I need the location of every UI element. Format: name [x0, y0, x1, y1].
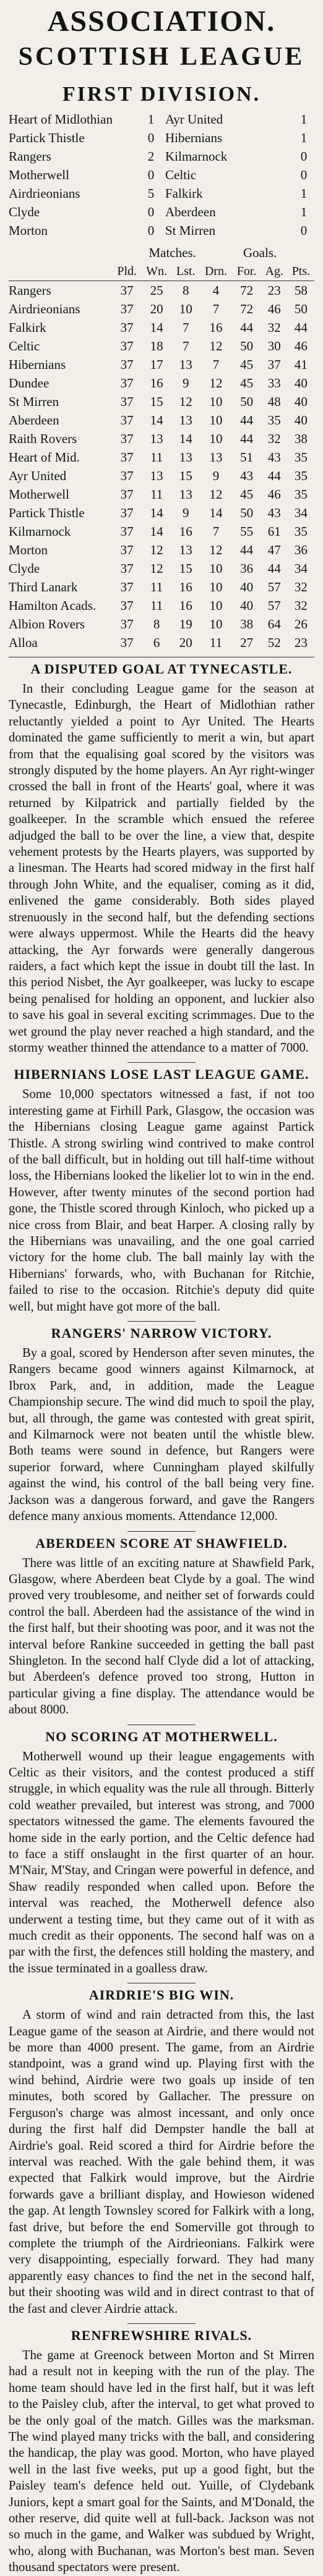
goals-group-header: Goals.	[243, 245, 277, 260]
team-name: Kilmarnock	[9, 524, 71, 539]
table-cell: 72	[240, 302, 254, 316]
table-cell: 7	[212, 524, 220, 539]
table-cell: 27	[240, 635, 254, 650]
table-cell: 14	[150, 413, 163, 428]
divider	[127, 1062, 196, 1063]
league-table	[9, 243, 314, 652]
table-cell: 57	[267, 580, 281, 594]
column-header: Drn.	[200, 262, 233, 281]
table-cell: 37	[120, 320, 134, 335]
table-cell: 37	[120, 450, 134, 465]
table-row	[9, 522, 314, 541]
away-team: Kilmarnock	[165, 149, 228, 164]
result-row	[9, 129, 314, 147]
table-cell: 43	[267, 505, 281, 520]
table-cell: 11	[150, 487, 163, 502]
table-row	[9, 429, 314, 448]
table-cell: 26	[294, 617, 308, 631]
team-name: Third Lanark	[9, 580, 78, 594]
table-cell: 11	[150, 450, 163, 465]
away-score: 0	[300, 223, 308, 238]
table-row	[9, 504, 314, 522]
table-cell: 9	[183, 505, 189, 520]
report-headline: NO SCORING AT MOTHERWELL.	[45, 1728, 278, 1744]
table-cell: 43	[267, 450, 281, 465]
table-cell: 45	[240, 487, 254, 502]
table-cell: 16	[150, 376, 163, 391]
table-cell: 16	[179, 598, 192, 613]
table-cell: 46	[294, 339, 308, 353]
table-cell: 37	[120, 617, 134, 631]
table-row	[9, 541, 314, 559]
table-cell: 36	[240, 561, 254, 576]
table-cell: 40	[240, 598, 254, 613]
table-cell: 16	[209, 320, 223, 335]
divider	[127, 1531, 196, 1532]
result-row	[9, 110, 314, 129]
column-header: Pts.	[288, 262, 314, 281]
report-headline: ABERDEEN SCORE AT SHAWFIELD.	[35, 1535, 288, 1551]
table-cell: 13	[179, 487, 192, 502]
table-cell: 19	[179, 617, 192, 631]
table-cell: 50	[240, 505, 254, 520]
table-cell: 7	[212, 302, 220, 316]
table-cell: 10	[209, 561, 223, 576]
table-cell: 8	[153, 617, 160, 631]
home-score: 2	[147, 149, 155, 164]
table-cell: 37	[120, 524, 134, 539]
table-cell: 40	[240, 580, 254, 594]
report-paragraph: In their concluding League game for the season at Tynecastle, Edinburgh, the Heart of Midlothian rather reluctantly yielded a point to Ayr United. The Hearts dominated the game sufficiently to merit a win, but apart from that the equalising goal scored by the visitors was strongly disputed by the home players. An Ayr right-winger crossed the ball in front of the Hearts' goal, where it was returned by Kilpatrick and partially fielded by the goalkeeper. In the scramble which ensued the referee adjudged the ball to be over the line, a view that, despite vehement protests by the Hearts players, was supported by a linesman. The Hearts had scored midway in the first half through John White, and the equaliser, coming as it did, enlivened the game considerably. Both sides played strenuously in the second half, but the defending sections were always uppermost. While the Hearts did the heavy attacking, the Ayr forwards were generally dangerous raiders, a fact which kept the issue in doubt till the last. In this period Nisbet, the Ayr goalkeeper, was lucky to escape being penalised for holding an opponent, and luckier also to save his goal in several exciting scrimmages. Due to the wet ground the play never reached a high standard, and the stormy weather thinned the attendance to a matter of 7000.	[9, 682, 314, 1055]
away-team: Falkirk	[165, 186, 203, 201]
table-cell: 51	[240, 450, 254, 465]
table-cell: 37	[120, 302, 134, 316]
table-cell: 32	[267, 320, 281, 335]
team-name: Partick Thistle	[9, 505, 85, 520]
team-name: Morton	[9, 543, 48, 557]
table-cell: 13	[209, 450, 223, 465]
home-score: 0	[147, 167, 155, 182]
team-name: Falkirk	[9, 320, 46, 335]
table-cell: 8	[183, 283, 189, 298]
away-team: Celtic	[165, 167, 197, 182]
table-cell: 12	[150, 561, 163, 576]
table-cell: 45	[240, 357, 254, 372]
table-cell: 44	[240, 320, 254, 335]
table-cell: 40	[294, 413, 308, 428]
table-cell: 13	[150, 431, 163, 446]
table-cell: 43	[240, 468, 254, 483]
team-name: Clyde	[9, 561, 40, 576]
table-cell: 44	[294, 320, 308, 335]
table-cell: 37	[120, 357, 134, 372]
table-cell: 44	[240, 543, 254, 557]
table-cell: 11	[209, 635, 223, 650]
home-team: Morton	[9, 223, 48, 238]
home-score: 0	[147, 130, 155, 145]
match-report	[9, 2323, 314, 2576]
team-name: Albion Rovers	[9, 617, 85, 631]
away-team: St Mirren	[165, 223, 216, 238]
home-score: 1	[147, 112, 155, 127]
team-name: Hamilton Acads.	[9, 598, 97, 613]
table-cell: 13	[179, 357, 192, 372]
table-cell: 10	[209, 598, 223, 613]
table-cell: 14	[179, 431, 192, 446]
table-row	[9, 578, 314, 596]
column-header: For.	[232, 262, 261, 281]
result-row	[9, 203, 314, 221]
home-team: Motherwell	[9, 167, 69, 182]
away-score: 1	[300, 205, 308, 219]
table-row	[9, 559, 314, 578]
table-cell: 37	[120, 580, 134, 594]
result-row	[9, 184, 314, 203]
table-cell: 9	[212, 468, 220, 483]
table-cell: 37	[120, 394, 134, 409]
home-score: 0	[147, 223, 155, 238]
table-cell: 37	[120, 283, 134, 298]
report-headline: RENFREWSHIRE RIVALS.	[71, 2327, 252, 2343]
report-paragraph: Motherwell wound up their league engagements with Celtic as their visitors, and the contest produced a stiff struggle, in which equality was the rule all through. Bitterly cold weather prevailed, but interest was strong, and 7000 spectators witnessed the game. The elements favoured the home side in the early portion, and the Celtic defence had to face a stiff onslaught in the first quarter of an hour. M'Nair, M'Stay, and Cringan were powerful in defence, and Shaw readily responded when called upon. Before the interval was reached, the Motherwell defence also underwent a testing time, but they came out of it with as much credit as their opponents. The second half was on a par with the first, the defences still holding the mastery, and the issue terminated in a goalless draw.	[9, 1749, 314, 1975]
home-team: Rangers	[9, 149, 51, 164]
table-cell: 44	[267, 561, 281, 576]
away-team: Aberdeen	[165, 205, 216, 219]
table-row	[9, 485, 314, 504]
league-table-group-header	[9, 243, 314, 262]
home-score: 0	[147, 205, 155, 219]
report-paragraph: There was little of an exciting nature at Shawfield Park, Glasgow, where Aberdeen beat Clyde by a goal. The wind proved very troublesome, and neither set of forwards could control the ball. Aberdeen had the assistance of the wind in the first half, but their shooting was poor, and it was not the interval before Rankine succeeded in getting the ball past Shingleton. In the second half Clyde did a lot of attacking, but Aberdeen's defence proved too strong, Hutton in particular giving a fine display. The attendance would be about 8000.	[9, 1556, 314, 1717]
team-name: Raith Rovers	[9, 431, 77, 446]
table-cell: 13	[179, 450, 192, 465]
table-cell: 14	[150, 505, 163, 520]
match-report	[9, 1531, 314, 1718]
table-cell: 50	[294, 302, 308, 316]
table-cell: 11	[150, 580, 163, 594]
table-cell: 35	[294, 450, 308, 465]
away-score: 1	[300, 112, 308, 127]
table-cell: 34	[294, 505, 308, 520]
home-team: Clyde	[9, 205, 40, 219]
league-table-body	[9, 281, 314, 652]
column-header: Wn.	[141, 262, 172, 281]
team-name: St Mirren	[9, 394, 59, 409]
away-score: 1	[300, 186, 308, 201]
table-cell: 13	[179, 543, 192, 557]
table-cell: 7	[183, 339, 189, 353]
report-paragraph: A storm of wind and rain detracted from this, the last League game of the season at Airdrie, and there would not be more than 4000 present. The game, from an Airdrie standpoint, was a grand wind up. Playing first with the wind behind, Airdrie were two goals up inside of ten minutes, both scored by Gallacher. The pressure on Ferguson's charge was almost incessant, and only once during the first half did Dempster handle the ball at Airdrie's goal. Reid scored a third for Airdrie before the interval was reached. With the gale behind them, it was expected that Falkirk would improve, but the Airdrie forwards gave a brilliant display, and Howieson widened the gap. At length Townsley scored for Falkirk with a long, fast drive, but before the end Somerville got through to complete the triumph of the Airdrieonians. Falkirk were very disappointing, especially forward. They had many apparently easy chances to find the net in the second half, but their shooting was wild and in direct contrast to that of the fast and clever Airdrie attack.	[9, 2008, 314, 2316]
table-cell: 10	[179, 302, 192, 316]
table-cell: 35	[267, 413, 281, 428]
divider	[127, 2323, 196, 2324]
away-team: Ayr United	[165, 112, 223, 127]
report-headline: HIBERNIANS LOSE LAST LEAGUE GAME.	[14, 1066, 309, 1083]
away-score: 0	[300, 167, 308, 182]
table-cell: 34	[294, 561, 308, 576]
table-cell: 30	[267, 339, 281, 353]
table-cell: 12	[209, 487, 223, 502]
results-list	[9, 110, 314, 240]
team-name: Dundee	[9, 376, 50, 391]
table-row	[9, 355, 314, 374]
table-row	[9, 374, 314, 392]
table-cell: 10	[209, 413, 223, 428]
report-headline: A DISPUTED GOAL AT TYNECASTLE.	[30, 661, 293, 677]
table-cell: 37	[120, 543, 134, 557]
team-name: Motherwell	[9, 487, 69, 502]
table-cell: 12	[209, 376, 223, 391]
column-header: Pld.	[113, 262, 141, 281]
table-cell: 32	[294, 598, 308, 613]
table-cell: 9	[183, 376, 189, 391]
table-cell: 47	[267, 543, 281, 557]
table-cell: 6	[153, 635, 160, 650]
division-heading: FIRST DIVISION.	[62, 83, 261, 106]
table-row	[9, 337, 314, 355]
table-cell: 52	[267, 635, 281, 650]
match-report	[9, 1725, 314, 1977]
table-cell: 23	[267, 283, 281, 298]
table-cell: 16	[179, 580, 192, 594]
table-cell: 20	[150, 302, 163, 316]
table-cell: 57	[267, 598, 281, 613]
match-report	[9, 1062, 314, 1315]
result-row	[9, 147, 314, 166]
report-paragraph: By a goal, scored by Henderson after seven minutes, the Rangers became good winners against Kilmarnock, at Ibrox Park, and, in addition, made the League Championship secure. The wind did much to spoil the play, but, all through, the game was contested with great spirit, and Kilmarnock were not beaten until the whistle blew. Both teams were sound in defence, but Rangers were superior forward, where Cunningham played skilfully against the wind, his control of the ball being very fine. Jackson was a dangerous forward, and gave the Rangers defence many anxious moments. Attendance 12,000.	[9, 1346, 314, 1524]
result-row	[9, 221, 314, 240]
table-cell: 18	[150, 339, 163, 353]
table-cell: 15	[179, 561, 192, 576]
table-cell: 32	[267, 431, 281, 446]
table-cell: 20	[179, 635, 192, 650]
home-team: Airdrieonians	[9, 186, 80, 201]
table-cell: 13	[150, 468, 163, 483]
table-cell: 17	[150, 357, 163, 372]
table-cell: 23	[294, 635, 308, 650]
away-score: 0	[300, 149, 308, 164]
table-cell: 46	[267, 487, 281, 502]
table-cell: 12	[209, 543, 223, 557]
home-team: Heart of Midlothian	[9, 112, 113, 127]
table-row	[9, 467, 314, 485]
team-name: Aberdeen	[9, 413, 59, 428]
table-cell: 37	[120, 635, 134, 650]
matches-group-header: Matches.	[149, 245, 196, 260]
table-cell: 10	[209, 617, 223, 631]
home-team: Partick Thistle	[9, 130, 85, 145]
table-cell: 35	[294, 487, 308, 502]
table-cell: 36	[294, 543, 308, 557]
result-row	[9, 166, 314, 184]
report-headline: RANGERS' NARROW VICTORY.	[51, 1325, 272, 1341]
table-cell: 37	[120, 376, 134, 391]
section-title: ASSOCIATION.	[47, 5, 276, 38]
table-cell: 38	[294, 431, 308, 446]
table-cell: 14	[150, 524, 163, 539]
table-cell: 61	[267, 524, 281, 539]
table-cell: 37	[120, 598, 134, 613]
table-cell: 58	[294, 283, 308, 298]
team-name: Rangers	[9, 283, 51, 298]
table-cell: 37	[120, 431, 134, 446]
team-name: Hibernians	[9, 357, 66, 372]
table-cell: 14	[209, 505, 223, 520]
table-row	[9, 300, 314, 318]
table-row	[9, 392, 314, 411]
table-row	[9, 281, 314, 300]
table-cell: 44	[240, 431, 254, 446]
league-table-column-header	[9, 262, 314, 281]
team-name: Heart of Mid.	[9, 450, 80, 465]
table-cell: 35	[294, 524, 308, 539]
table-cell: 10	[209, 394, 223, 409]
table-cell: 10	[209, 580, 223, 594]
table-cell: 15	[179, 468, 192, 483]
table-cell: 55	[240, 524, 254, 539]
table-cell: 37	[120, 339, 134, 353]
report-headline: AIRDRIE'S BIG WIN.	[88, 1987, 235, 2003]
table-cell: 13	[179, 413, 192, 428]
table-cell: 50	[240, 394, 254, 409]
column-header: Ag.	[261, 262, 288, 281]
team-name: Celtic	[9, 339, 40, 353]
table-cell: 7	[212, 357, 220, 372]
league-title: SCOTTISH LEAGUE	[18, 43, 305, 71]
table-cell: 44	[267, 468, 281, 483]
divider	[127, 1321, 196, 1322]
match-report	[9, 657, 314, 1056]
match-reports	[9, 657, 314, 2576]
table-cell: 37	[120, 487, 134, 502]
table-cell: 10	[209, 431, 223, 446]
team-name: Alloa	[9, 635, 38, 650]
table-cell: 15	[150, 394, 163, 409]
table-cell: 40	[294, 376, 308, 391]
table-cell: 38	[240, 617, 254, 631]
table-cell: 7	[183, 320, 189, 335]
table-cell: 16	[179, 524, 192, 539]
table-cell: 14	[150, 320, 163, 335]
table-cell: 46	[267, 302, 281, 316]
table-cell: 12	[179, 394, 192, 409]
table-cell: 45	[240, 376, 254, 391]
team-name: Ayr United	[9, 468, 67, 483]
table-cell: 32	[294, 580, 308, 594]
table-cell: 11	[150, 598, 163, 613]
table-cell: 37	[120, 468, 134, 483]
report-paragraph: Some 10,000 spectators witnessed a fast, if not too interesting game at Firhill Park, Glasgow, the occasion was the Hibernians closing League game against Partick Thistle. A strong swirling wind contrived to make control of the ball difficult, but in holding out till half-time without loss, the Hibernians looked the likelier lot to win in the end. However, after twenty minutes of the second portion had gone, the Thistle scored through Kinloch, who picked up a nice cross from Blair, and beat Harper. A closing rally by the Hibernians was unavailing, and the one goal carried victory for the home club. The ball mainly lay with the Hibernians' forwards, who, with Buchanan for Ritchie, failed to rise to the occasion. Ritchie's deputy did quite well, but might have got more of the ball.	[9, 1087, 314, 1314]
table-cell: 72	[240, 283, 254, 298]
column-header: Lst.	[172, 262, 200, 281]
report-paragraph: The game at Greenock between Morton and St Mirren had a result not in keeping with the run of the play. The home team should have led in the first half, but it was left to the Paisley club, after the interval, to get what proved to be the only goal of the match. Gilles was the marksman. The wind played many tricks with the ball, and considering the handicap, the play was good. Morton, who have played well in the last five weeks, put up a good fight, but the Paisley team's defence held out. Yuille, of Clydebank Juniors, kept a smart goal for the Saints, and M'Donald, the other reserve, did quite well at full-back. Jackson was not so much in the game, and Walker was subdued by Wright, who, along with Buchanan, was Morton's best man. Seven thousand spectators were present.	[9, 2348, 314, 2575]
table-cell: 50	[240, 339, 254, 353]
home-score: 5	[147, 186, 155, 201]
table-cell: 25	[150, 283, 163, 298]
table-cell: 48	[267, 394, 281, 409]
team-name: Airdrieonians	[9, 302, 80, 316]
table-cell: 4	[212, 283, 220, 298]
table-cell: 12	[209, 339, 223, 353]
table-row	[9, 448, 314, 467]
table-cell: 64	[267, 617, 281, 631]
table-row	[9, 411, 314, 429]
table-cell: 40	[294, 394, 308, 409]
table-cell: 37	[120, 413, 134, 428]
table-cell: 44	[240, 413, 254, 428]
match-report	[9, 1983, 314, 2317]
table-cell: 33	[267, 376, 281, 391]
table-cell: 12	[150, 543, 163, 557]
table-cell: 41	[294, 357, 308, 372]
match-report	[9, 1321, 314, 1524]
away-score: 1	[300, 130, 308, 145]
table-cell: 37	[120, 505, 134, 520]
masthead	[9, 4, 314, 74]
table-row	[9, 596, 314, 615]
table-row	[9, 318, 314, 337]
table-cell: 37	[267, 357, 281, 372]
table-row	[9, 633, 314, 652]
away-team: Hibernians	[165, 130, 223, 145]
table-cell: 37	[120, 561, 134, 576]
table-cell: 35	[294, 468, 308, 483]
table-row	[9, 615, 314, 633]
